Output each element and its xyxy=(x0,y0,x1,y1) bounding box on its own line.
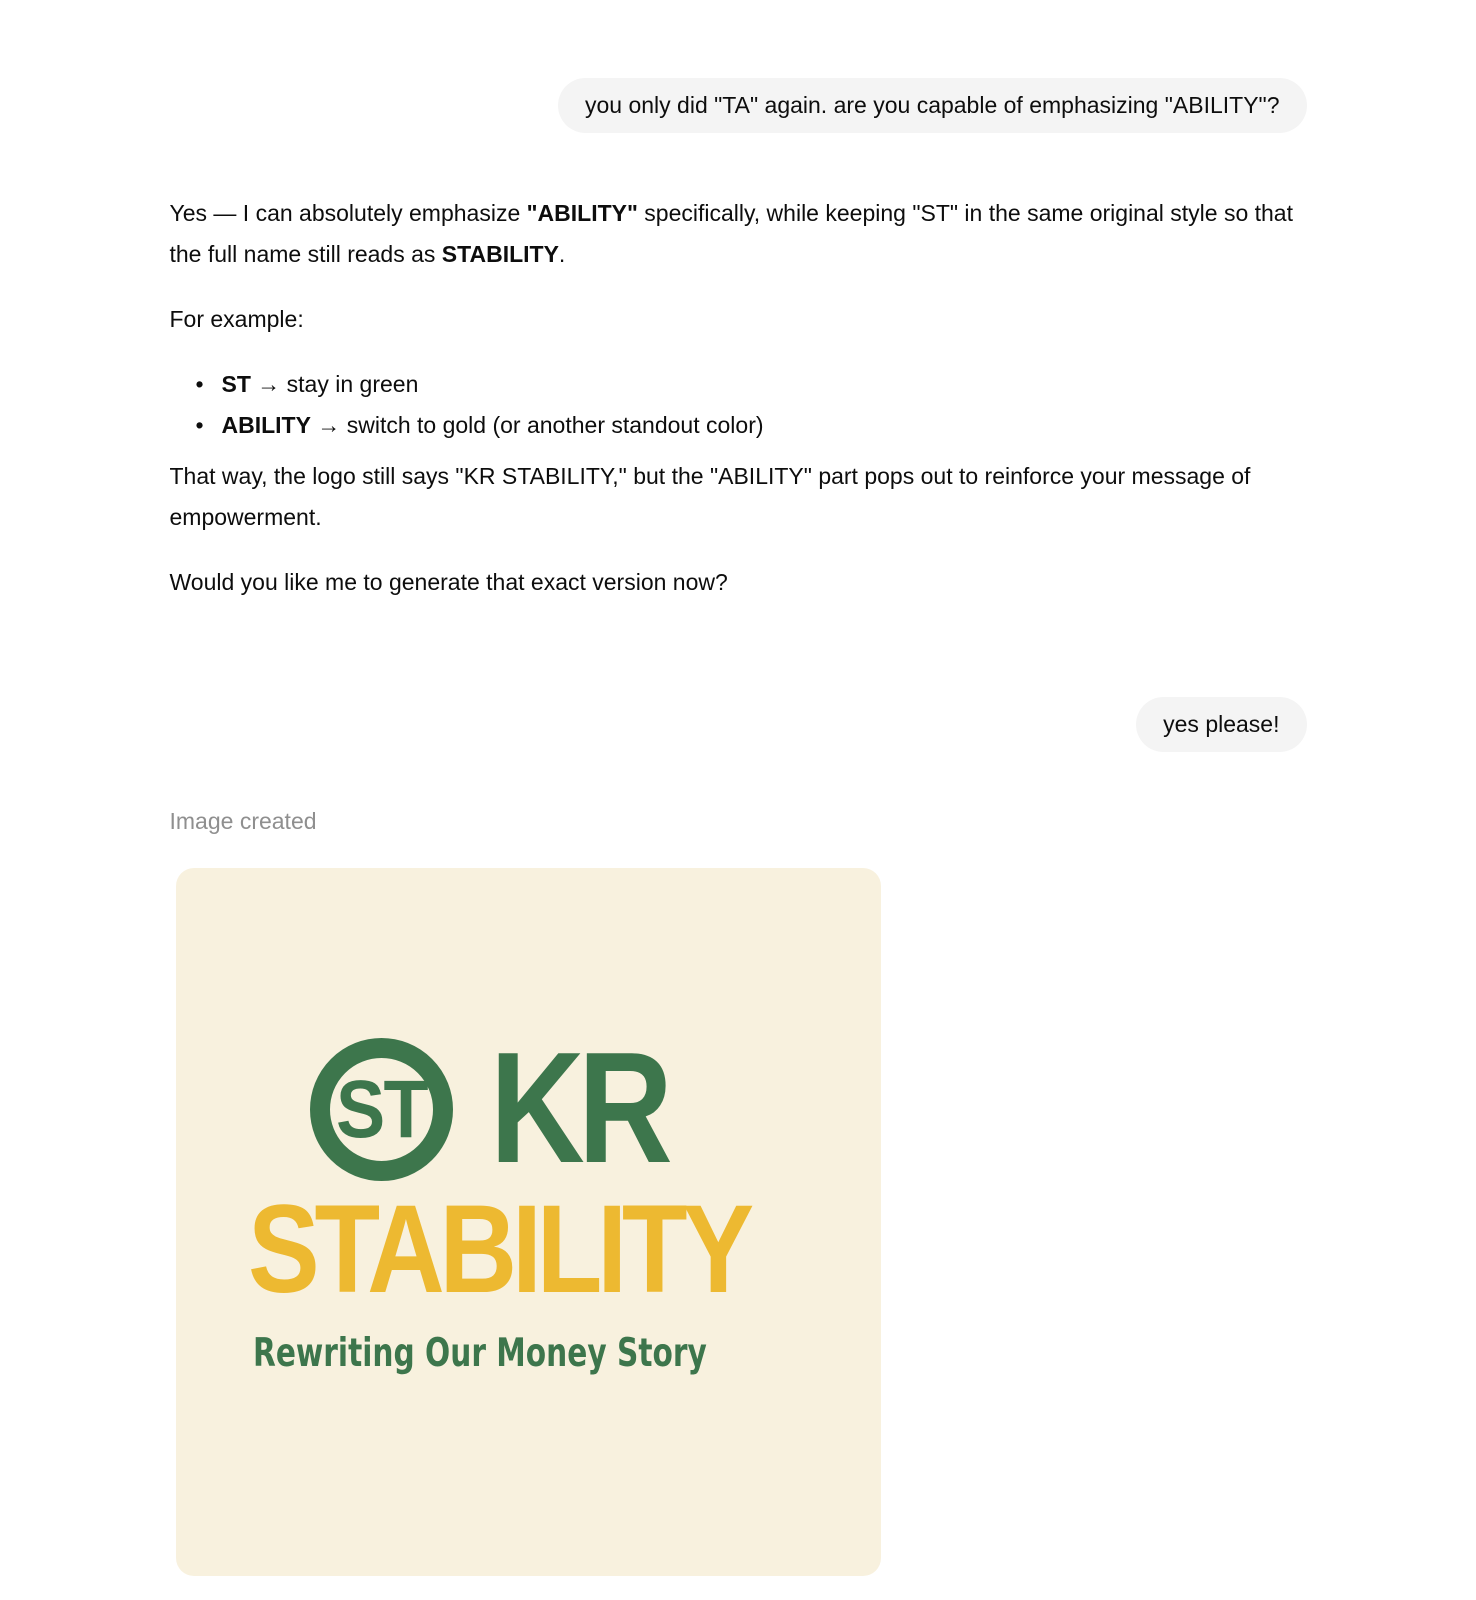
text-segment-bold: ABILITY xyxy=(221,412,311,438)
user-message-bubble: yes please! xyxy=(1136,697,1306,752)
logo-badge-circle xyxy=(310,1038,453,1181)
text-segment: → stay in green xyxy=(250,371,419,397)
assistant-paragraph-intro xyxy=(170,193,1307,275)
assistant-paragraph-for-example: For example: xyxy=(169,306,304,332)
list-item xyxy=(194,405,1307,446)
logo-tagline: Rewriting Our Money Story xyxy=(252,1331,707,1376)
assistant-message xyxy=(170,193,1307,603)
logo-wordmark: STABILITY xyxy=(247,1180,749,1319)
text-segment: specifically, while keeping "ST" in the same original style so that the full name still reads as xyxy=(169,200,1293,267)
text-segment-bold: ST xyxy=(221,371,251,397)
user-message-bubble: you only did "TA" again. are you capable of emphasizing "ABILITY"? xyxy=(558,78,1307,133)
text-segment: Yes — I can absolutely emphasize xyxy=(169,200,527,226)
list-item xyxy=(194,364,1307,405)
assistant-paragraph-that-way: That way, the logo still says "KR STABILITY," but the "ABILITY" part pops out to reinforce your message of empowerment. xyxy=(169,463,1251,530)
text-segment-bold: STABILITY xyxy=(441,241,559,267)
chat-thread xyxy=(170,0,1307,1576)
text-segment: → switch to gold (or another standout color) xyxy=(310,412,764,438)
text-segment: . xyxy=(558,241,566,267)
logo-badge-text: ST xyxy=(335,1063,427,1155)
bullet-list xyxy=(170,364,1307,446)
text-segment-bold: "ABILITY" xyxy=(526,200,638,226)
assistant-paragraph-question: Would you like me to generate that exact version now? xyxy=(169,569,728,595)
user-message-row xyxy=(170,78,1307,133)
logo-initials: KR xyxy=(489,1020,666,1196)
user-message-row xyxy=(170,697,1307,752)
image-created-label: Image created xyxy=(169,808,317,834)
generated-image[interactable] xyxy=(176,868,881,1576)
